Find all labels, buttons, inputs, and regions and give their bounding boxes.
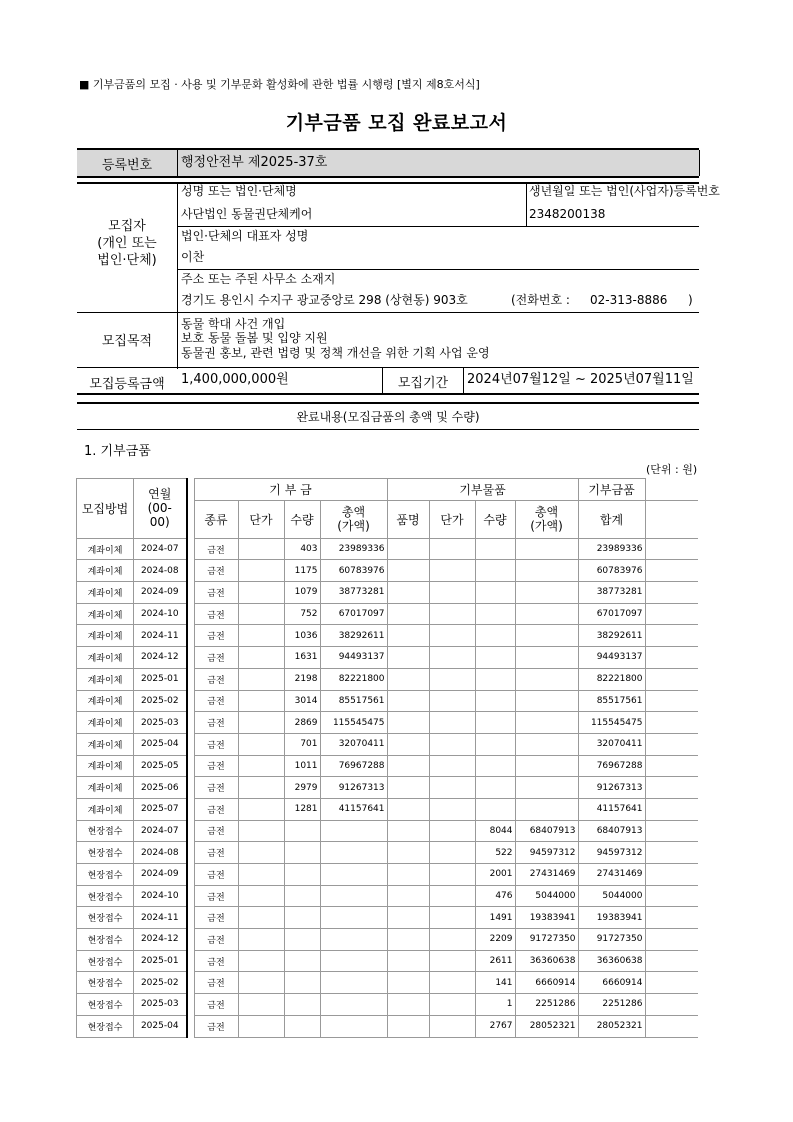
cell-amount2: 19383941 (515, 907, 578, 929)
cell-ym: 2025-01 (134, 950, 187, 972)
cell-kind: 금전 (194, 885, 238, 907)
table-row (77, 690, 699, 712)
cell-sum: 94597312 (578, 842, 645, 864)
cell-method: 현장접수 (77, 864, 134, 886)
cell-ym: 2024-09 (134, 582, 187, 604)
cell-amount2 (515, 712, 578, 734)
cell-qty (284, 950, 320, 972)
cell-ym: 2025-03 (134, 712, 187, 734)
cell-kind: 금전 (194, 950, 238, 972)
cell-qty (284, 929, 320, 951)
cell-amount: 115545475 (320, 712, 387, 734)
cell-amount2: 94597312 (515, 842, 578, 864)
cell-qty: 1281 (284, 798, 320, 820)
cell-ym: 2024-10 (134, 603, 187, 625)
cell-amount2 (515, 690, 578, 712)
cell-amount (320, 950, 387, 972)
purpose-label: 모집목적 (101, 334, 153, 349)
cell-amount: 94493137 (320, 647, 387, 669)
cell-qty2 (475, 733, 515, 755)
cell-amount2: 36360638 (515, 950, 578, 972)
table-row (77, 560, 699, 582)
cell-method: 계좌이체 (77, 733, 134, 755)
birth-value: 2348200138 (529, 207, 606, 221)
cell-ym: 2024-12 (134, 647, 187, 669)
unit-note: (단위 : 원) (646, 463, 698, 476)
cell-amount2 (515, 560, 578, 582)
cell-method: 계좌이체 (77, 538, 134, 560)
cell-ym: 2024-10 (134, 885, 187, 907)
period-value: 2024년07월12일 ~ 2025년07월11일 (467, 372, 694, 387)
cell-amount2 (515, 625, 578, 647)
cell-ym: 2024-08 (134, 560, 187, 582)
rep-value: 이찬 (181, 250, 205, 264)
cell-amount: 91267313 (320, 777, 387, 799)
table-row (77, 625, 699, 647)
cell-sum: 27431469 (578, 864, 645, 886)
col-qty: 수량 (284, 500, 320, 538)
cell-qty: 403 (284, 538, 320, 560)
cell-ym: 2025-05 (134, 755, 187, 777)
cell-qty2 (475, 625, 515, 647)
cell-qty2 (475, 690, 515, 712)
cell-kind: 금전 (194, 690, 238, 712)
cell-amount: 85517561 (320, 690, 387, 712)
cell-qty: 2979 (284, 777, 320, 799)
cell-qty: 2869 (284, 712, 320, 734)
cell-kind: 금전 (194, 842, 238, 864)
cell-sum: 32070411 (578, 733, 645, 755)
col-method: 모집방법 (77, 479, 134, 539)
cell-qty (284, 842, 320, 864)
cell-amount2 (515, 668, 578, 690)
purpose-line-3: 동물권 홍보, 관련 법령 및 정책 개선을 위한 기획 사업 운영 (181, 346, 490, 360)
period-label: 모집기간 (397, 376, 449, 391)
cell-method: 계좌이체 (77, 647, 134, 669)
cell-ym: 2025-07 (134, 798, 187, 820)
cell-amount: 41157641 (320, 798, 387, 820)
cell-qty: 1631 (284, 647, 320, 669)
table-row (77, 647, 699, 669)
cell-kind: 금전 (194, 712, 238, 734)
cell-amount2 (515, 798, 578, 820)
cell-method: 계좌이체 (77, 668, 134, 690)
table-row (77, 972, 699, 994)
cell-ym: 2024-11 (134, 907, 187, 929)
col-unit-price: 단가 (238, 500, 284, 538)
table-row (77, 842, 699, 864)
cell-sum: 68407913 (578, 820, 645, 842)
cell-sum: 5044000 (578, 885, 645, 907)
cell-qty (284, 907, 320, 929)
cell-amount2 (515, 755, 578, 777)
addr-value: 경기도 용인시 수지구 광교중앙로 298 (상현동) 903호 (181, 293, 468, 307)
cell-ym: 2024-09 (134, 864, 187, 886)
cell-qty2: 8044 (475, 820, 515, 842)
cell-qty2: 1 (475, 994, 515, 1016)
table-row (77, 777, 699, 799)
cell-method: 현장접수 (77, 972, 134, 994)
cell-method: 현장접수 (77, 950, 134, 972)
cell-sum: 94493137 (578, 647, 645, 669)
cell-kind: 금전 (194, 582, 238, 604)
cell-qty (284, 885, 320, 907)
cell-qty (284, 1015, 320, 1037)
cell-qty (284, 864, 320, 886)
col-kind: 종류 (194, 500, 238, 538)
cell-method: 현장접수 (77, 885, 134, 907)
cell-ym: 2025-02 (134, 690, 187, 712)
cell-sum: 38292611 (578, 625, 645, 647)
completion-title: 완료내용(모집금품의 총액 및 수량) (296, 410, 480, 424)
collector-label: 모집자 (개인 또는 법인·단체) (97, 219, 157, 268)
table-row (77, 733, 699, 755)
cell-qty: 701 (284, 733, 320, 755)
cell-kind: 금전 (194, 1015, 238, 1037)
table-row (77, 668, 699, 690)
cell-method: 현장접수 (77, 842, 134, 864)
cell-amount: 38292611 (320, 625, 387, 647)
cell-qty2 (475, 582, 515, 604)
cell-sum: 60783976 (578, 560, 645, 582)
cell-amount2 (515, 582, 578, 604)
col-item: 품명 (387, 500, 429, 538)
cell-ym: 2024-11 (134, 625, 187, 647)
cell-qty: 1011 (284, 755, 320, 777)
table-row (77, 538, 699, 560)
table-row (77, 798, 699, 820)
cell-amount2: 5044000 (515, 885, 578, 907)
cell-qty2: 141 (475, 972, 515, 994)
cell-sum: 36360638 (578, 950, 645, 972)
cell-amount (320, 929, 387, 951)
cell-sum: 82221800 (578, 668, 645, 690)
cell-qty2: 2209 (475, 929, 515, 951)
cell-qty2 (475, 560, 515, 582)
cell-kind: 금전 (194, 603, 238, 625)
cell-method: 계좌이체 (77, 603, 134, 625)
cell-amount2: 27431469 (515, 864, 578, 886)
cell-kind: 금전 (194, 907, 238, 929)
cell-kind: 금전 (194, 733, 238, 755)
table-row (77, 907, 699, 929)
cell-method: 현장접수 (77, 1015, 134, 1037)
cell-sum: 41157641 (578, 798, 645, 820)
purpose-line-2: 보호 동물 돌봄 및 입양 지원 (181, 331, 328, 345)
cell-qty2: 522 (475, 842, 515, 864)
cell-ym: 2024-07 (134, 538, 187, 560)
group-total: 기부금품 (578, 479, 645, 501)
cell-method: 계좌이체 (77, 690, 134, 712)
cell-amount (320, 820, 387, 842)
phone-value: 02-313-8886 (590, 293, 668, 307)
cell-kind: 금전 (194, 777, 238, 799)
cell-kind: 금전 (194, 625, 238, 647)
cell-sum: 91727350 (578, 929, 645, 951)
cell-ym: 2025-02 (134, 972, 187, 994)
cell-sum: 76967288 (578, 755, 645, 777)
cell-amount2 (515, 538, 578, 560)
cell-qty: 2198 (284, 668, 320, 690)
cell-sum: 67017097 (578, 603, 645, 625)
cell-sum: 38773281 (578, 582, 645, 604)
cell-amount (320, 907, 387, 929)
cell-amount: 23989336 (320, 538, 387, 560)
cell-method: 현장접수 (77, 907, 134, 929)
cell-amount2 (515, 647, 578, 669)
cell-qty2 (475, 712, 515, 734)
cell-kind: 금전 (194, 820, 238, 842)
cell-amount2 (515, 777, 578, 799)
cell-method: 현장접수 (77, 820, 134, 842)
cell-method: 현장접수 (77, 994, 134, 1016)
cell-amount: 76967288 (320, 755, 387, 777)
cell-kind: 금전 (194, 538, 238, 560)
table-row (77, 712, 699, 734)
cell-sum: 2251286 (578, 994, 645, 1016)
cell-ym: 2025-06 (134, 777, 187, 799)
table-row (77, 820, 699, 842)
col-qty-2: 수량 (475, 500, 515, 538)
cell-amount (320, 1015, 387, 1037)
cell-kind: 금전 (194, 798, 238, 820)
cell-qty: 1036 (284, 625, 320, 647)
cell-qty2 (475, 538, 515, 560)
table-row (77, 864, 699, 886)
cell-kind: 금전 (194, 668, 238, 690)
col-ym: 연월 (00- 00) (134, 479, 187, 539)
cell-sum: 85517561 (578, 690, 645, 712)
cell-sum: 91267313 (578, 777, 645, 799)
cell-amount: 38773281 (320, 582, 387, 604)
cell-qty (284, 972, 320, 994)
name-label: 성명 또는 법인·단체명 (181, 184, 297, 198)
group-money: 기 부 금 (194, 479, 387, 501)
registration-number: 행정안전부 제2025-37호 (181, 155, 328, 170)
cell-sum: 115545475 (578, 712, 645, 734)
table-row (77, 1015, 699, 1037)
cell-amount (320, 842, 387, 864)
cell-amount2 (515, 733, 578, 755)
phone-label: (전화번호 : (511, 293, 570, 307)
cell-qty2 (475, 777, 515, 799)
purpose-line-1: 동물 학대 사건 개입 (181, 317, 286, 331)
table-row (77, 929, 699, 951)
cell-ym: 2024-08 (134, 842, 187, 864)
cell-qty2 (475, 798, 515, 820)
cell-qty2: 2611 (475, 950, 515, 972)
cell-sum: 6660914 (578, 972, 645, 994)
table-row (77, 994, 699, 1016)
cell-method: 계좌이체 (77, 798, 134, 820)
cell-qty: 3014 (284, 690, 320, 712)
cell-method: 계좌이체 (77, 560, 134, 582)
table-row (77, 603, 699, 625)
cell-amount2: 91727350 (515, 929, 578, 951)
cell-qty2: 1491 (475, 907, 515, 929)
cell-ym: 2024-07 (134, 820, 187, 842)
table-row (77, 950, 699, 972)
cell-ym: 2025-01 (134, 668, 187, 690)
registration-label: 등록번호 (77, 150, 177, 176)
cell-method: 계좌이체 (77, 582, 134, 604)
cell-qty (284, 820, 320, 842)
law-reference: ■ 기부금품의 모집 · 사용 및 기부문화 활성화에 관한 법률 시행령 [별지 제8호서식] (79, 78, 480, 91)
col-amount: 총액 (가액) (320, 500, 387, 538)
cell-method: 현장접수 (77, 929, 134, 951)
cell-kind: 금전 (194, 929, 238, 951)
col-sum: 합계 (578, 500, 645, 538)
cell-amount2: 28052321 (515, 1015, 578, 1037)
cell-qty2: 2767 (475, 1015, 515, 1037)
cell-ym: 2025-03 (134, 994, 187, 1016)
cell-amount (320, 864, 387, 886)
cell-method: 계좌이체 (77, 625, 134, 647)
target-amount-label: 모집등록금액 (89, 377, 165, 392)
cell-method: 계좌이체 (77, 712, 134, 734)
name-value: 사단법인 동물권단체케어 (181, 207, 313, 221)
target-amount-value: 1,400,000,000원 (181, 372, 289, 387)
cell-qty: 752 (284, 603, 320, 625)
cell-amount (320, 885, 387, 907)
cell-ym: 2025-04 (134, 1015, 187, 1037)
cell-qty: 1079 (284, 582, 320, 604)
cell-amount2: 68407913 (515, 820, 578, 842)
table-row (77, 582, 699, 604)
cell-qty2 (475, 603, 515, 625)
cell-sum: 28052321 (578, 1015, 645, 1037)
cell-sum: 23989336 (578, 538, 645, 560)
cell-qty2: 476 (475, 885, 515, 907)
cell-amount2 (515, 603, 578, 625)
col-unit-price-2: 단가 (429, 500, 475, 538)
phone-close: ) (688, 293, 693, 307)
cell-qty2 (475, 755, 515, 777)
cell-amount (320, 994, 387, 1016)
cell-kind: 금전 (194, 994, 238, 1016)
donation-table (76, 478, 698, 1038)
cell-amount: 82221800 (320, 668, 387, 690)
cell-ym: 2024-12 (134, 929, 187, 951)
cell-method: 계좌이체 (77, 755, 134, 777)
cell-amount (320, 972, 387, 994)
rep-label: 법인·단체의 대표자 성명 (181, 229, 309, 243)
cell-amount2: 6660914 (515, 972, 578, 994)
cell-kind: 금전 (194, 755, 238, 777)
page-title: 기부금품 모집 완료보고서 (285, 112, 508, 134)
cell-amount: 67017097 (320, 603, 387, 625)
table-row (77, 755, 699, 777)
cell-ym: 2025-04 (134, 733, 187, 755)
cell-kind: 금전 (194, 972, 238, 994)
cell-kind: 금전 (194, 647, 238, 669)
cell-qty2: 2001 (475, 864, 515, 886)
cell-amount: 32070411 (320, 733, 387, 755)
cell-qty2 (475, 647, 515, 669)
birth-label: 생년월일 또는 법인(사업자)등록번호 (529, 184, 720, 198)
cell-amount: 60783976 (320, 560, 387, 582)
cell-kind: 금전 (194, 864, 238, 886)
cell-qty: 1175 (284, 560, 320, 582)
col-amount-2: 총액 (가액) (515, 500, 578, 538)
table-row (77, 885, 699, 907)
cell-method: 계좌이체 (77, 777, 134, 799)
cell-sum: 19383941 (578, 907, 645, 929)
group-goods: 기부물품 (387, 479, 578, 501)
cell-kind: 금전 (194, 560, 238, 582)
section-title: 1. 기부금품 (84, 444, 151, 459)
addr-label: 주소 또는 주된 사무소 소재지 (181, 272, 336, 286)
cell-amount2: 2251286 (515, 994, 578, 1016)
cell-qty2 (475, 668, 515, 690)
cell-qty (284, 994, 320, 1016)
